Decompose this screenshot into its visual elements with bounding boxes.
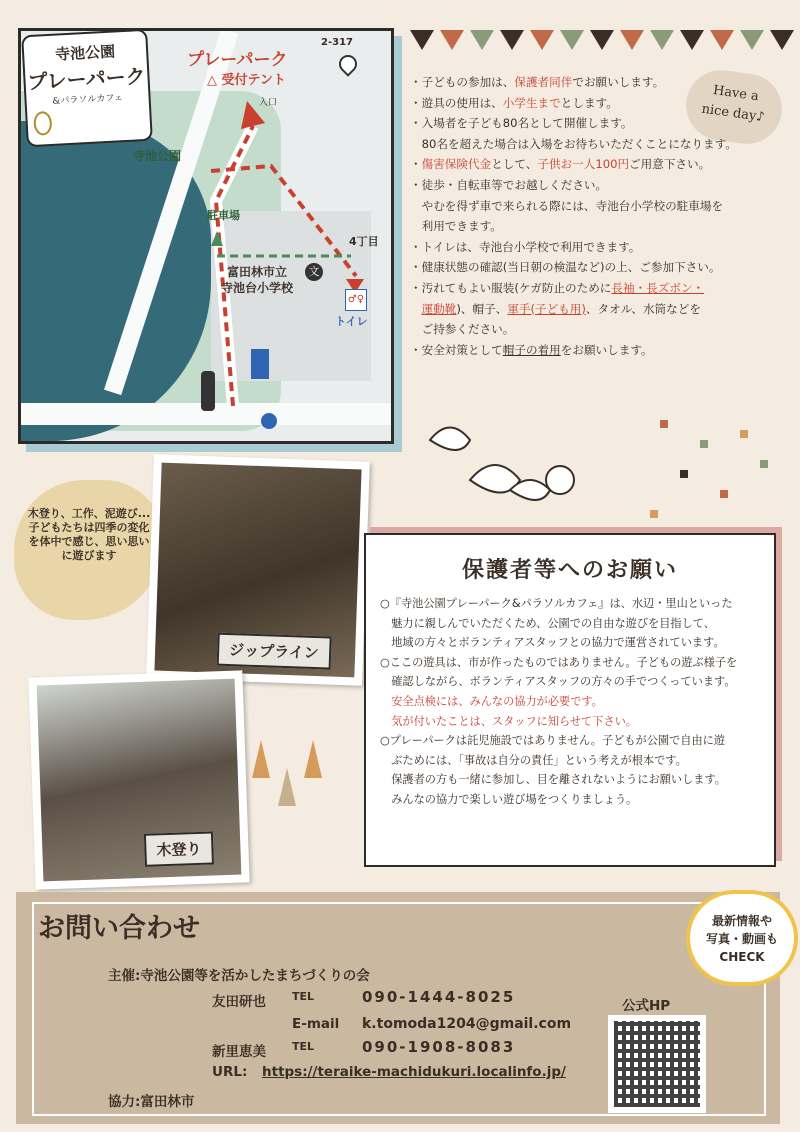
rule-text: ・安全対策として bbox=[410, 342, 503, 357]
bus-stop-icon bbox=[261, 413, 277, 429]
rule-text: ・ bbox=[410, 157, 422, 172]
contact-title: お問い合わせ bbox=[38, 913, 200, 944]
bubble-line3: CHECK bbox=[719, 950, 765, 964]
district-label: 4丁目 bbox=[349, 235, 379, 248]
rule-item bbox=[410, 299, 790, 320]
map-title-line3: &パラソルカフェ bbox=[52, 93, 124, 107]
official-hp-label: 公式HP bbox=[622, 998, 671, 1014]
rule-item bbox=[410, 154, 790, 175]
request-line: みんなの協力で楽しい遊び場をつくりましょう。 bbox=[380, 792, 638, 806]
rule-text: やむを得ず車で来られる際には、寺池台小学校の駐車場を bbox=[410, 198, 724, 213]
rule-item bbox=[410, 278, 790, 299]
zipline-caption: ジップライン bbox=[217, 633, 332, 670]
rule-item bbox=[410, 134, 790, 155]
rule-text: ・子どもの参加は、 bbox=[410, 75, 515, 89]
request-line: 魅力に親しんでいただくため、公園での自由な遊びを目指して、 bbox=[380, 616, 715, 630]
rule-item bbox=[410, 237, 790, 258]
rule-item bbox=[410, 196, 790, 217]
check-bubble bbox=[686, 890, 798, 986]
bubble-line1: 最新情報や bbox=[711, 914, 772, 928]
rule-text: 、タオル、水筒などを bbox=[585, 301, 701, 316]
rule-text: 帽子の着用 bbox=[502, 342, 561, 357]
tree-climbing-caption: 木登り bbox=[144, 831, 214, 866]
entrance-label: 入口 bbox=[259, 98, 278, 108]
zipline-photo bbox=[146, 454, 370, 685]
request-title: 保護者等へのお願い bbox=[461, 557, 678, 583]
school-icon: 文 bbox=[305, 263, 323, 281]
tree-icon bbox=[304, 740, 322, 778]
rule-text: でお願いします。 bbox=[572, 75, 665, 89]
school-label-2: 寺池台小学校 bbox=[221, 281, 294, 295]
rule-text: 長袖・長ズボン・ bbox=[611, 280, 705, 295]
rule-item bbox=[410, 257, 790, 278]
tel-number-1[interactable]: 090-1444-8025 bbox=[362, 988, 516, 1006]
reception-tent-label: △ 受付テント bbox=[207, 73, 286, 88]
rule-text: ・トイレは、寺池台小学校で利用できます。 bbox=[410, 239, 641, 254]
contact-person-2: 新里恵美 bbox=[212, 1044, 266, 1060]
rule-item bbox=[410, 113, 790, 134]
contact-person-1: 友田研也 bbox=[212, 994, 266, 1010]
tel-label-2: TEL bbox=[292, 1040, 315, 1053]
rule-text: ・健康状態の確認(当日朝の検温など)の上、ご参加下さい。 bbox=[410, 260, 721, 275]
compass-icon bbox=[33, 111, 52, 136]
traffic-light-icon bbox=[201, 371, 215, 411]
rule-text: ご用意下さい。 bbox=[629, 157, 711, 172]
bunting-decoration bbox=[410, 30, 800, 54]
tree-icon bbox=[252, 740, 270, 778]
rule-text: ご持参ください。 bbox=[410, 322, 515, 337]
rule-text: ・入場者を子ども80名として開催します。 bbox=[410, 116, 633, 131]
request-line: ○『寺池公園プレーパーク&パラソルカフェ』は、水辺・里山といった bbox=[380, 597, 733, 610]
map-title-line1: 寺池公園 bbox=[54, 42, 116, 64]
request-body bbox=[366, 594, 774, 810]
toilet-label: トイレ bbox=[335, 315, 368, 328]
rule-text: 運動靴 bbox=[421, 301, 457, 316]
request-line: ○プレーパークは託児施設ではありません。子どもが公園で自由に遊 bbox=[380, 734, 726, 748]
rule-text: 利用できます。 bbox=[410, 219, 502, 234]
request-line: ぶためには、「事故は自分の責任」という考えが根本です。 bbox=[380, 753, 687, 767]
qr-code[interactable] bbox=[608, 1015, 706, 1113]
request-line: 地域の方々とボランティアスタッフとの協力で運営されています。 bbox=[380, 636, 725, 650]
rule-text: 傷害保険代金 bbox=[421, 157, 492, 172]
request-line: 確認しながら、ボランティアスタッフの方々の手でつくっています。 bbox=[380, 675, 736, 689]
tel-label-1: TEL bbox=[292, 990, 315, 1003]
request-line: 気が付いたことは、スタッフに知らせて下さい。 bbox=[380, 714, 637, 728]
rule-text: とします。 bbox=[560, 95, 618, 110]
tree-climbing-photo bbox=[28, 670, 249, 889]
activity-description: 木登り、工作、泥遊び...子どもたちは四季の変化を体中で感じ、思い思いに遊びます bbox=[27, 507, 151, 562]
rule-item bbox=[410, 319, 790, 340]
badge-line2: nice day♪ bbox=[700, 101, 766, 126]
badge-line1: Have a bbox=[712, 83, 760, 105]
rule-text: ・徒歩・自転車等でお越しください。 bbox=[410, 177, 608, 192]
map-title-line2: プレーパーク bbox=[26, 63, 147, 95]
request-line: 保護者の方も一緒に参加し、目を離されないようにお願いします。 bbox=[380, 773, 726, 787]
participation-rules bbox=[410, 72, 790, 360]
request-line: 安全点検には、みんなの協力が必要です。 bbox=[380, 694, 603, 708]
organizer: 主催:寺池公園等を活かしたまちづくりの会 bbox=[108, 968, 370, 984]
rule-item bbox=[410, 340, 790, 361]
rule-text: 80名を超えた場合は入場をお待ちいただくことになります。 bbox=[410, 136, 737, 151]
birds-illustration bbox=[410, 410, 790, 530]
tree-icon bbox=[278, 768, 296, 806]
email-label: E-mail bbox=[292, 1016, 340, 1032]
school-label-1: 富田林市立 bbox=[227, 265, 288, 279]
rule-text: ・汚れてもよい服装(ケガ防止のために bbox=[410, 280, 612, 295]
playpark-map-label: プレーパーク bbox=[187, 50, 288, 70]
rule-item bbox=[410, 216, 790, 237]
guardian-request-box bbox=[364, 533, 776, 867]
rule-text: として、 bbox=[491, 157, 538, 172]
rule-text: 軍手(子ども用) bbox=[507, 301, 586, 316]
rule-text: 保護者同伴 bbox=[514, 75, 573, 89]
rule-text: ・遊具の使用は、 bbox=[410, 95, 503, 110]
rule-item bbox=[410, 93, 790, 114]
email-address[interactable]: k.tomoda1204@gmail.com bbox=[362, 1016, 572, 1032]
tel-number-2[interactable]: 090-1908-8083 bbox=[362, 1038, 516, 1056]
url-label: URL: bbox=[212, 1064, 248, 1080]
rule-item bbox=[410, 175, 790, 196]
rule-text: 小学生まで bbox=[502, 95, 561, 110]
bubble-line2: 写真・動画も bbox=[705, 932, 778, 946]
toilet-icon: ♂♀ bbox=[345, 289, 367, 311]
route-number: 2-317 bbox=[321, 37, 353, 48]
rule-item bbox=[410, 72, 790, 93]
rule-text bbox=[410, 302, 422, 316]
rule-text: をお願いします。 bbox=[560, 342, 653, 357]
request-line: ○ここの遊具は、市が作ったものではありません。子どもの遊ぶ様子を bbox=[380, 655, 738, 669]
rule-text: )、帽子、 bbox=[456, 301, 508, 316]
map-title-card bbox=[21, 29, 153, 147]
park-label: 寺池公園 bbox=[133, 149, 182, 163]
cooperation: 協力:富田林市 bbox=[108, 1094, 195, 1110]
parking-label: 駐車場 bbox=[207, 209, 240, 222]
website-link[interactable]: https://teraike-machidukuri.localinfo.jp/ bbox=[262, 1064, 566, 1080]
rule-text: 子供お一人100円 bbox=[537, 157, 630, 172]
